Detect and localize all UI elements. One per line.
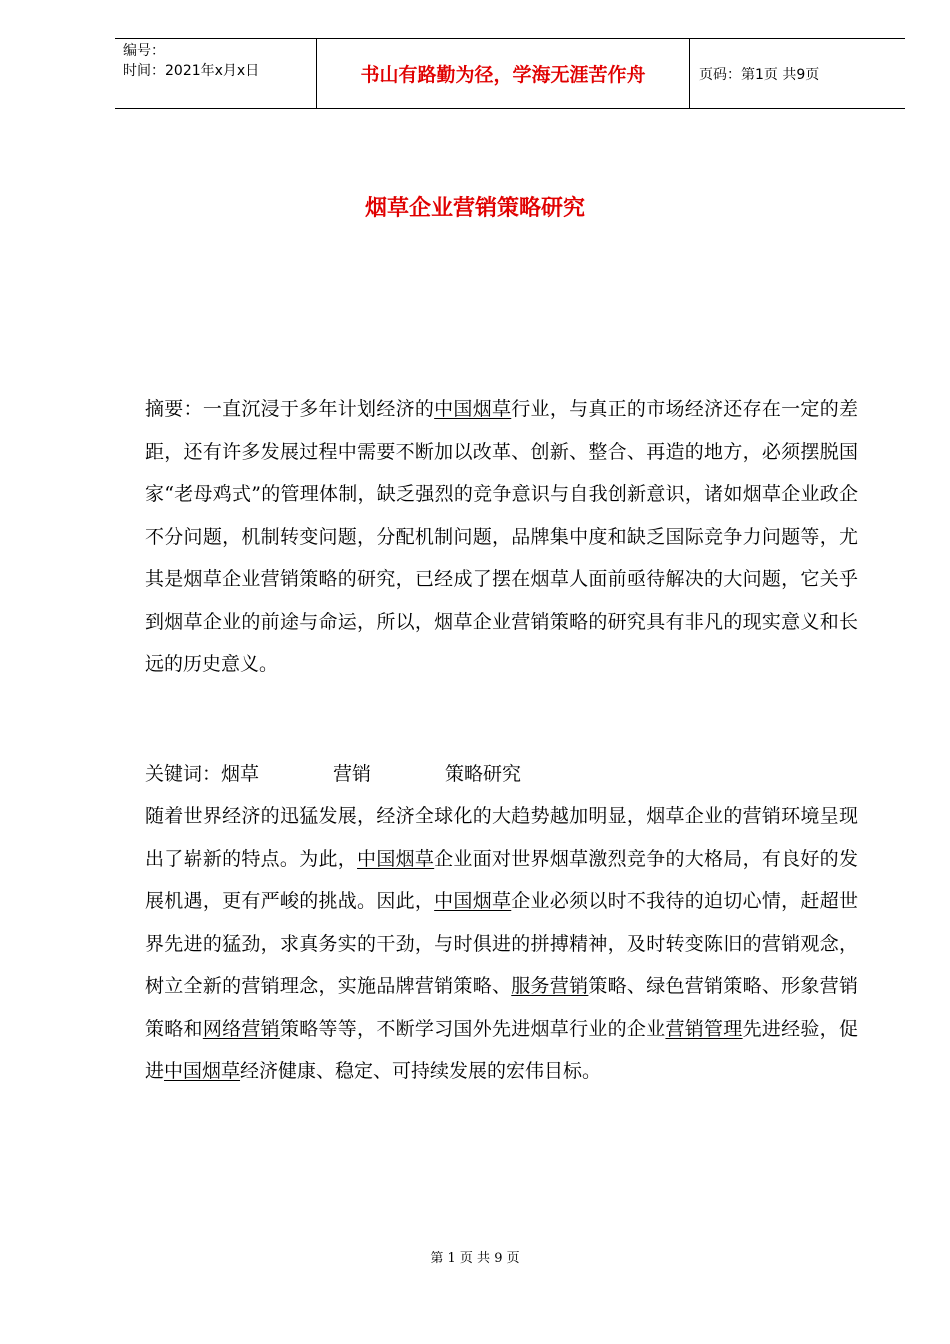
document-title: 烟草企业营销策略研究: [364, 195, 585, 221]
text-run: 先进经验，促进: [145, 1017, 858, 1082]
text-run: 企业面对世界烟草激烈竞争的大格局，有良好的发展机遇，更有严峻的挑战。因此，: [145, 847, 858, 912]
text-run: 企业必须以时不我待的迫切心情，赶超世界先进的猛劲，求真务实的干劲，与时俱进的拼搏精神，及时转变陈旧的营销观念，树立全新的营销理念，实施品牌营销策略、: [145, 890, 858, 997]
underlined-term: 营销管理: [665, 1017, 743, 1040]
page-footer: 第 1 页 共 9 页: [430, 1251, 520, 1266]
text-run: 策略、绿色营销策略、形象营销策略和: [145, 975, 858, 1040]
number-label: 编号：: [123, 43, 165, 59]
text-run: 经济健康、稳定、可持续发展的宏伟目标。: [240, 1060, 602, 1082]
keyword-item: 营销: [333, 763, 372, 785]
header-page-info: 页码：第1页 共9页: [699, 66, 820, 83]
date-label: 时间：2021年x月x日: [123, 63, 260, 79]
text-run: 行业，与真正的市场经济还存在一定的差距，还有许多发展过程中需要不断加以改革、创新、整合、再造的地方，必须摆脱国家“老母鸡式”的管理体制，缺乏强烈的竞争意识与自我创新意识，诸如烟草企业政企不分问题，机制转变问题，分配机制问题，品牌集中度和缺乏国际竞争力问题等，尤其是烟草企业营销策略的研究，已经成了摆在烟草人面前亟待解决的大问题，它关乎到烟草企业的前途与命运，所以，烟草企业营销策略的研究具有非凡的现实意义和长远的历史意义。: [145, 398, 858, 675]
header-motto: 书山有路勤为径，学海无涯苦作舟: [317, 39, 690, 108]
header-meta-cell: [115, 39, 317, 108]
keywords-line: [145, 754, 521, 794]
text-run: 摘要：一直沉浸于多年计划经济的: [145, 398, 435, 420]
underlined-term: 中国烟草: [357, 847, 435, 870]
text-run: 随着世界经济的迅猛发展，经济全球化的大趋势越加明显，烟草企业的营销环境呈现出了崭新的特点。为此，: [145, 805, 858, 870]
body-paragraph: [145, 795, 858, 1093]
text-run: 策略等等，不断学习国外先进烟草行业的企业: [279, 1017, 666, 1040]
keyword-item: 策略研究: [445, 763, 522, 785]
keyword-item: 烟草: [221, 763, 260, 785]
keywords-label: 关键词：: [145, 763, 222, 785]
underlined-term: 中国烟草: [164, 1060, 241, 1082]
underlined-term: 服务营销: [511, 975, 589, 997]
underlined-term: 网络营销: [202, 1017, 280, 1040]
underlined-term: 中国烟草: [434, 398, 512, 420]
abstract-paragraph: [145, 388, 858, 686]
header-table: [115, 38, 905, 109]
underlined-term: 中国烟草: [434, 890, 512, 912]
